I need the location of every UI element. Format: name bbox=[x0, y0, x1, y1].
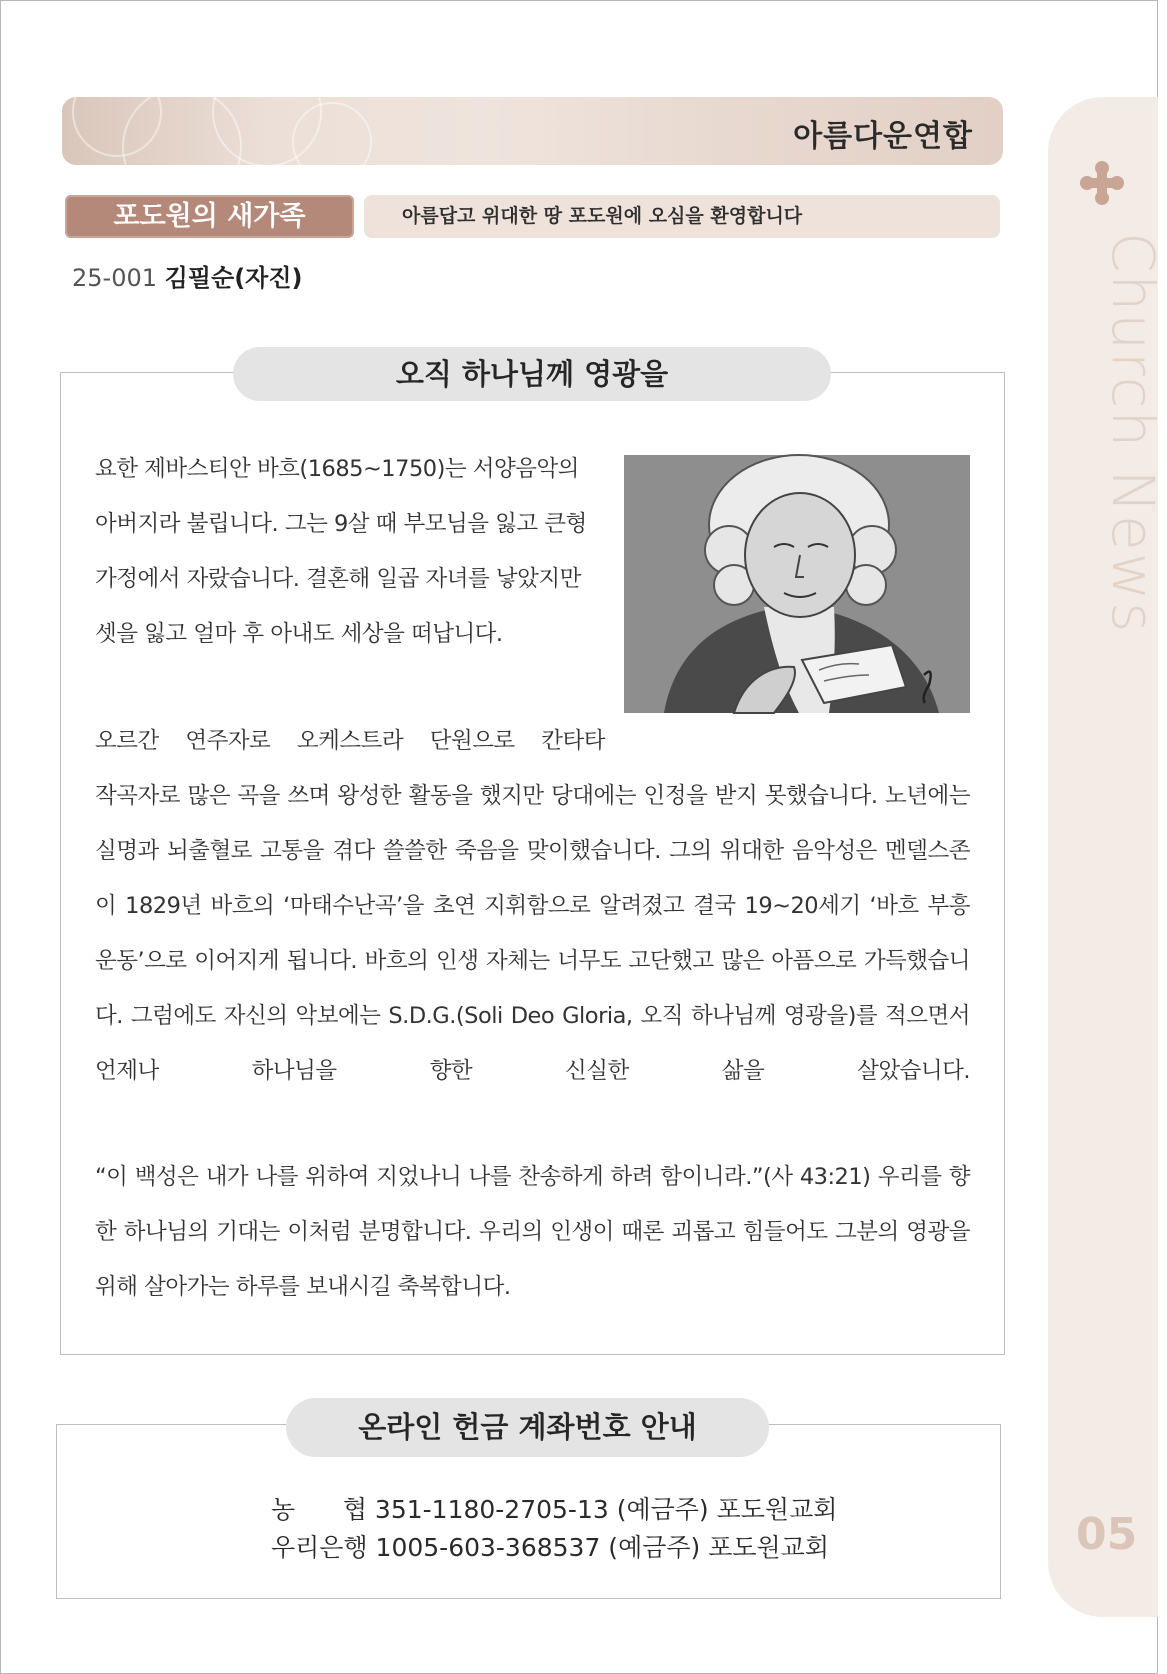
member-name: 김필순(자진) bbox=[164, 264, 303, 292]
portrait-drawing bbox=[624, 455, 970, 713]
article-paragraph-3: “이 백성은 내가 나를 위하여 지었나니 나를 찬송하게 하려 함이니라.”(사 43:21) 우리를 향한 하나님의 기대는 이처럼 분명합니다. 우리의 인생이 때론 괴롭고 힘들어도 그분의 영광을 위해 살아가는 하루를 보내시길 축복합니다. bbox=[95, 1164, 970, 1300]
new-member-entry bbox=[72, 258, 303, 293]
welcome-message: 아름답고 위대한 땅 포도원에 오심을 환영합니다 bbox=[364, 195, 1000, 238]
article-paragraph-2: 작곡자로 많은 곡을 쓰며 왕성한 활동을 했지만 당대에는 인정을 받지 못했습니다. 노년에는 실명과 뇌출혈로 고통을 겪다 쓸쓸한 죽음을 맞이했습니다. 그의 위대한 음악성은 멘델스존이 1829년 바흐의 ‘마태수난곡’을 초연 지휘함으로 알려졌고 결국 19~20세기 ‘바흐 부흥 운동’으로 이어지게 됩니다. 바흐의 인생 자체는 너무도 고단했고 많은 아픔으로 가득했습니다. 그럼에도 자신의 악보에는 S.D.G.(Soli Deo Gloria, 오직 하나님께 영광을)를 적으면서 언제나 하나님을 향한 신실한 삶을 살았습니다. bbox=[95, 783, 970, 1084]
article-paragraph-2-start: 오르간 연주자로 오케스트라 단원으로 칸타타 bbox=[95, 728, 605, 754]
header-title: 아름다운연합 bbox=[793, 119, 973, 154]
new-family-label: 포도원의 새가족 bbox=[65, 195, 354, 238]
header-banner bbox=[62, 97, 1003, 165]
offering-title: 온라인 헌금 계좌번호 안내 bbox=[286, 1398, 769, 1457]
account-woori: 우리은행 1005-603-368537 (예금주) 포도원교회 bbox=[271, 1533, 829, 1562]
church-news-label: Church News bbox=[1099, 232, 1167, 635]
bach-portrait-illustration bbox=[624, 455, 970, 713]
member-code: 25-001 bbox=[72, 264, 158, 292]
account-nonghyup: 농 협 351-1180-2705-13 (예금주) 포도원교회 bbox=[271, 1495, 838, 1524]
page-number: 05 bbox=[1076, 1509, 1138, 1560]
article-paragraph-1: 요한 제바스티안 바흐(1685~1750)는 서양음악의 아버지라 불립니다. 그는 9살 때 부모님을 잃고 큰형 가정에서 자랐습니다. 결혼해 일곱 자녀를 낳았지만 셋을 잃고 얼마 후 아내도 세상을 떠납니다. bbox=[95, 456, 587, 647]
cross-icon bbox=[1079, 160, 1125, 206]
article-title: 오직 하나님께 영광을 bbox=[233, 347, 831, 401]
